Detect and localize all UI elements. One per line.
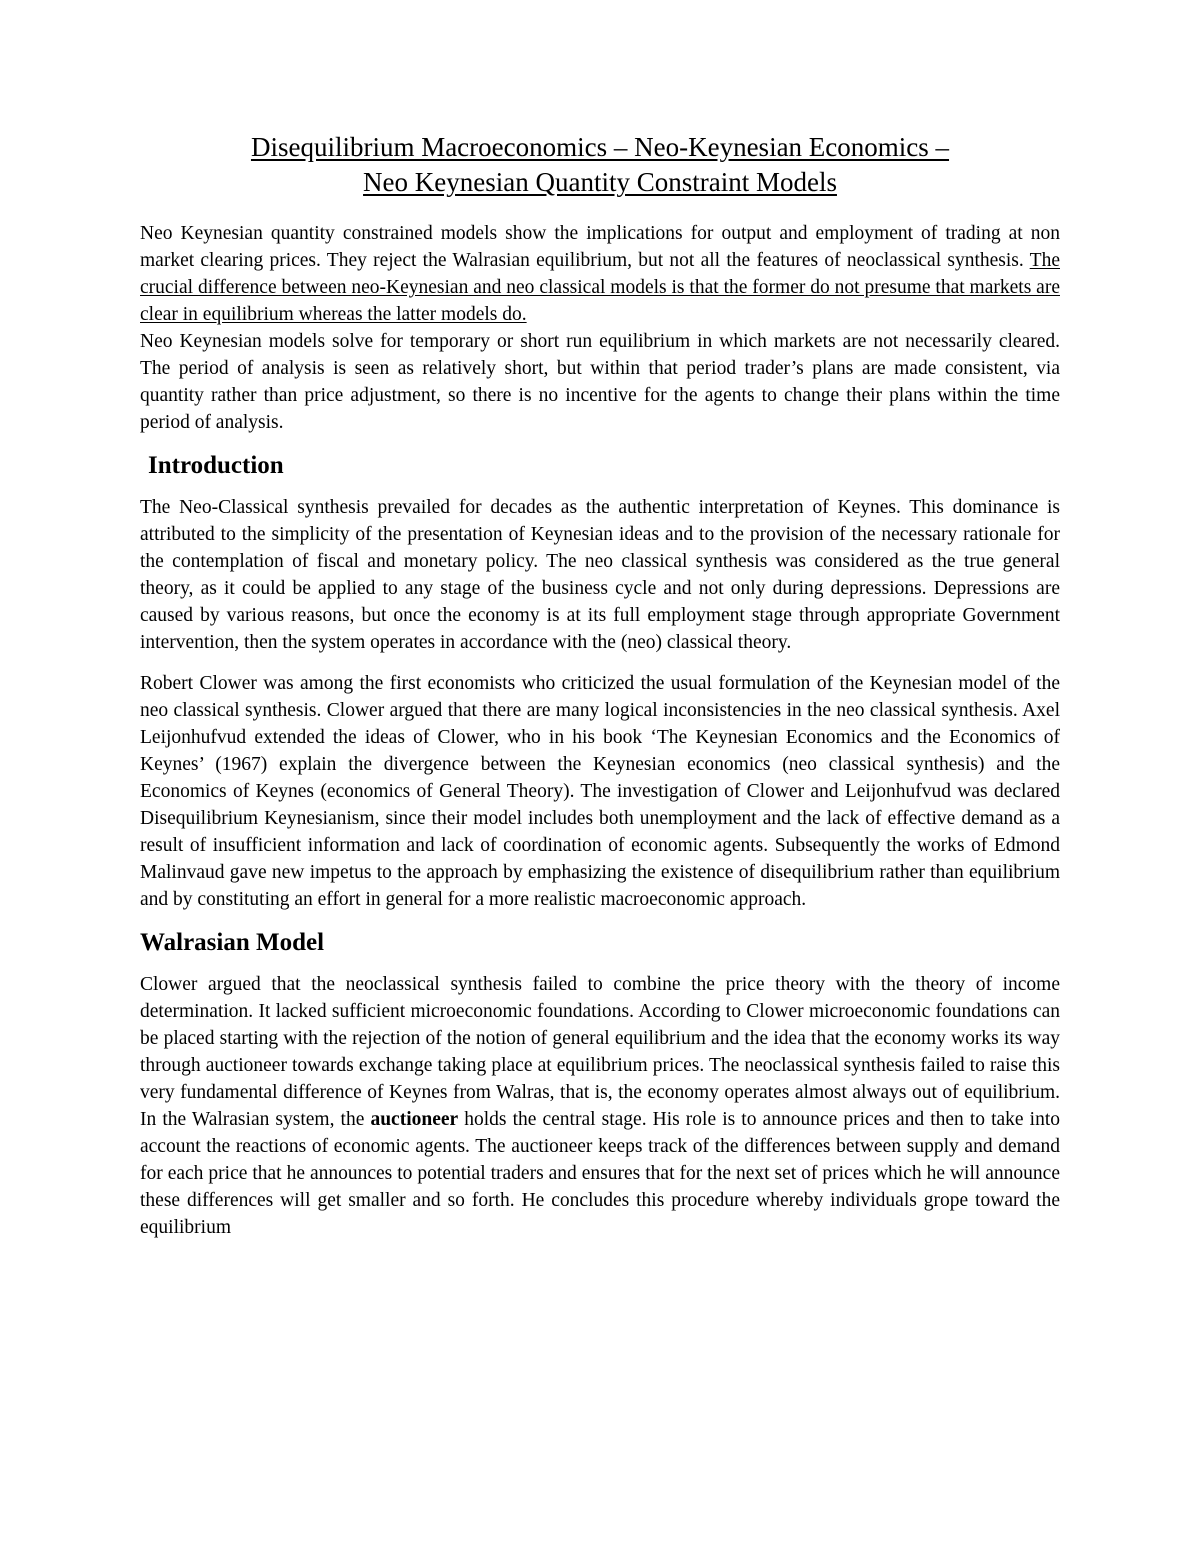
walrasian-p1-text-a: Clower argued that the neoclassical synthesis failed to combine the price theory with the theory of income determination. It lacked sufficient microeconomic foundations. According to Clower microeconomic foundations can be placed starting with the rejection of the notion of general equilibrium and the idea that the economy works its way through auctioneer towards exchange taking place at equilibrium prices. The neoclassical synthesis failed to raise this very fundamental difference of Keynes from Walras, that is, the economy operates almost always out of equilibrium. In the Walrasian system, the <box>140 974 1060 1130</box>
intro-p1-text: Neo Keynesian quantity constrained models show the implications for output and employment of trading at non market clearing prices. They reject the Walrasian equilibrium, but not all the features of neoclassical synthesis. <box>140 223 1060 271</box>
page-title <box>140 130 1060 200</box>
walrasian-p1-bold-term: auctioneer <box>370 1109 459 1130</box>
walrasian-heading: Walrasian Model <box>140 929 325 956</box>
introduction-paragraph-1: The Neo-Classical synthesis prevailed for decades as the authentic interpretation of Keynes. This dominance is attributed to the simplicity of the presentation of Keynesian ideas and to the provision of the necessary rationale for the contemplation of fiscal and monetary policy. The neo classical synthesis was considered as the true general theory, as it could be applied to any stage of the business cycle and not only during depressions. Depressions are caused by various reasons, but once the economy is at its full employment stage through appropriate Government intervention, then the system operates in accordance with the (neo) classical theory. <box>140 497 1060 653</box>
introduction-heading: Introduction <box>148 452 284 479</box>
document-page <box>140 130 1060 1241</box>
introduction-paragraph-2: Robert Clower was among the first economists who criticized the usual formulation of the Keynesian model of the neo classical synthesis. Clower argued that there are many logical inconsistencies in the neo classical synthesis. Axel Leijonhufvud extended the ideas of Clower, who in his book ‘The Keynesian Economics and the Economics of Keynes’ (1967) explain the divergence between the Keynesian economics (neo classical synthesis) and the Economics of Keynes (economics of General Theory). The investigation of Clower and Leijonhufvud was declared Disequilibrium Keynesianism, since their model includes both unemployment and the lack of effective demand as a result of insufficient information and lack of coordination of economic agents. Subsequently the works of Edmond Malinvaud gave new impetus to the approach by emphasizing the existence of disequilibrium rather than equilibrium and by constituting an effort in general for a more realistic macroeconomic approach. <box>140 673 1060 910</box>
walrasian-p1-text-b: holds the central stage. His role is to announce prices and then to take into account the reactions of economic agents. The auctioneer keeps track of the differences between supply and demand for each price that he announces to potential traders and ensures that for the next set of prices which he will announce these differences will get smaller and so forth. He concludes this procedure whereby individuals grope toward the equilibrium <box>140 1109 1060 1238</box>
walrasian-paragraph-1 <box>140 971 1060 1241</box>
intro-p1-underlined-text: The crucial difference between neo-Keynesian and neo classical models is that the former do not presume that markets are clear in equilibrium whereas the latter models do. <box>140 250 1060 325</box>
intro-paragraph-1 <box>140 220 1060 328</box>
title-line-2: Neo Keynesian Quantity Constraint Models <box>363 167 837 197</box>
intro-paragraph-2: Neo Keynesian models solve for temporary or short run equilibrium in which markets are not necessarily cleared. The period of analysis is seen as relatively short, but within that period trader’s plans are made consistent, via quantity rather than price adjustment, so there is no incentive for the agents to change their plans within the time period of analysis. <box>140 331 1060 433</box>
title-line-1: Disequilibrium Macroeconomics – Neo-Keynesian Economics – <box>250 132 950 162</box>
